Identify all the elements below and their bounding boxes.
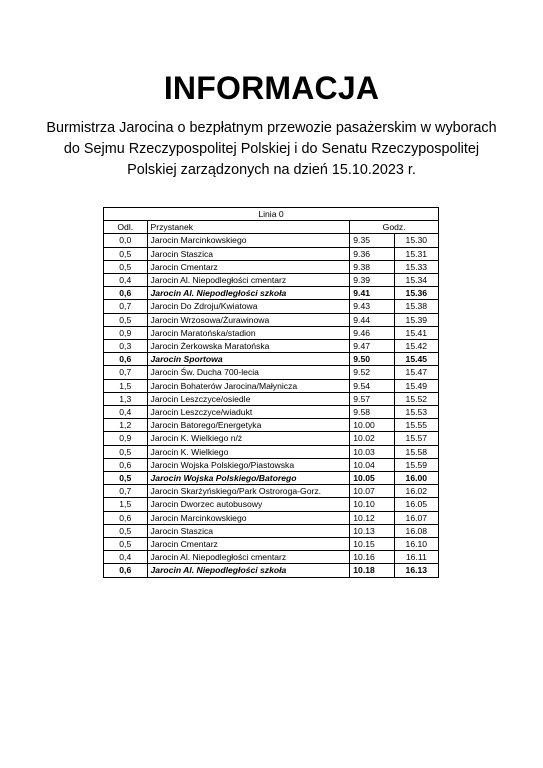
distance-cell: 1,2 bbox=[104, 419, 148, 432]
time-cell-1: 9.41 bbox=[350, 287, 394, 300]
table-row bbox=[104, 247, 439, 260]
time-cell-1: 9.43 bbox=[350, 300, 394, 313]
time-cell-1: 10.02 bbox=[350, 432, 394, 445]
stop-cell: Jarocin Sportowa bbox=[147, 353, 350, 366]
stop-cell: Jarocin Do Zdroju/Kwiatowa bbox=[147, 300, 350, 313]
table-row bbox=[104, 353, 439, 366]
time-cell-1: 10.04 bbox=[350, 458, 394, 471]
distance-cell: 0,6 bbox=[104, 287, 148, 300]
table-row bbox=[104, 392, 439, 405]
time-cell-2: 15.39 bbox=[394, 313, 438, 326]
time-cell-2: 16.11 bbox=[394, 551, 438, 564]
time-cell-1: 9.46 bbox=[350, 326, 394, 339]
time-cell-1: 9.36 bbox=[350, 247, 394, 260]
time-cell-2: 16.02 bbox=[394, 485, 438, 498]
time-cell-1: 9.35 bbox=[350, 234, 394, 247]
stop-cell: Jarocin Cmentarz bbox=[147, 538, 350, 551]
table-row bbox=[104, 551, 439, 564]
stop-cell: Jarocin Leszczyce/wiadukt bbox=[147, 406, 350, 419]
time-cell-1: 9.54 bbox=[350, 379, 394, 392]
table-row bbox=[104, 406, 439, 419]
stop-cell: Jarocin Staszica bbox=[147, 247, 350, 260]
distance-cell: 0,5 bbox=[104, 247, 148, 260]
header-distance: Odl. bbox=[104, 221, 148, 234]
header-row bbox=[104, 221, 439, 234]
distance-cell: 0,5 bbox=[104, 260, 148, 273]
time-cell-2: 16.10 bbox=[394, 538, 438, 551]
time-cell-2: 15.52 bbox=[394, 392, 438, 405]
stop-cell: Jarocin Marcinkowskiego bbox=[147, 234, 350, 247]
distance-cell: 0,0 bbox=[104, 234, 148, 247]
time-cell-2: 16.07 bbox=[394, 511, 438, 524]
time-cell-2: 15.34 bbox=[394, 274, 438, 287]
time-cell-1: 9.57 bbox=[350, 392, 394, 405]
schedule-table bbox=[103, 207, 439, 578]
time-cell-1: 10.15 bbox=[350, 538, 394, 551]
table-row bbox=[104, 511, 439, 524]
distance-cell: 0,4 bbox=[104, 274, 148, 287]
distance-cell: 0,9 bbox=[104, 432, 148, 445]
distance-cell: 0,5 bbox=[104, 472, 148, 485]
time-cell-2: 15.45 bbox=[394, 353, 438, 366]
time-cell-2: 15.49 bbox=[394, 379, 438, 392]
time-cell-1: 10.18 bbox=[350, 564, 394, 577]
table-row bbox=[104, 313, 439, 326]
stop-cell: Jarocin Leszczyce/osiedle bbox=[147, 392, 350, 405]
time-cell-1: 9.47 bbox=[350, 340, 394, 353]
stop-cell: Jarocin Al. Niepodległości szkoła bbox=[147, 287, 350, 300]
distance-cell: 0,7 bbox=[104, 300, 148, 313]
distance-cell: 0,6 bbox=[104, 353, 148, 366]
subtitle-line: do Sejmu Rzeczypospolitej Polskiej i do Senatu Rzeczypospolitej bbox=[63, 141, 480, 157]
table-row bbox=[104, 472, 439, 485]
distance-cell: 1,5 bbox=[104, 498, 148, 511]
time-cell-2: 15.30 bbox=[394, 234, 438, 247]
stop-cell: Jarocin Żerkowska Maratońska bbox=[147, 340, 350, 353]
distance-cell: 0,7 bbox=[104, 485, 148, 498]
distance-cell: 1,5 bbox=[104, 379, 148, 392]
time-cell-2: 15.53 bbox=[394, 406, 438, 419]
time-cell-2: 16.13 bbox=[394, 564, 438, 577]
time-cell-1: 10.07 bbox=[350, 485, 394, 498]
table-row bbox=[104, 445, 439, 458]
schedule-rows bbox=[104, 234, 439, 577]
time-cell-2: 16.05 bbox=[394, 498, 438, 511]
subtitle bbox=[40, 118, 503, 181]
stop-cell: Jarocin Wrzosowa/Żurawinowa bbox=[147, 313, 350, 326]
stop-cell: Jarocin Marcinkowskiego bbox=[147, 511, 350, 524]
time-cell-2: 15.59 bbox=[394, 458, 438, 471]
stop-cell: Jarocin Batorego/Energetyka bbox=[147, 419, 350, 432]
time-cell-1: 9.38 bbox=[350, 260, 394, 273]
distance-cell: 0,5 bbox=[104, 445, 148, 458]
distance-cell: 0,6 bbox=[104, 458, 148, 471]
time-cell-1: 10.13 bbox=[350, 524, 394, 537]
distance-cell: 0,5 bbox=[104, 538, 148, 551]
stop-cell: Jarocin Al. Niepodległości szkoła bbox=[147, 564, 350, 577]
table-row bbox=[104, 274, 439, 287]
stop-cell: Jarocin K. Wielkiego n/ż bbox=[147, 432, 350, 445]
table-row bbox=[104, 485, 439, 498]
time-cell-2: 15.33 bbox=[394, 260, 438, 273]
time-cell-1: 10.12 bbox=[350, 511, 394, 524]
distance-cell: 0,9 bbox=[104, 326, 148, 339]
distance-cell: 0,7 bbox=[104, 366, 148, 379]
table-row bbox=[104, 300, 439, 313]
distance-cell: 0,3 bbox=[104, 340, 148, 353]
stop-cell: Jarocin K. Wielkiego bbox=[147, 445, 350, 458]
subtitle-line: Burmistrza Jarocina o bezpłatnym przewozie pasażerskim w wyborach bbox=[46, 120, 497, 136]
time-cell-2: 15.41 bbox=[394, 326, 438, 339]
distance-cell: 0,6 bbox=[104, 564, 148, 577]
line-label-row bbox=[104, 208, 439, 221]
table-row bbox=[104, 498, 439, 511]
time-cell-1: 9.39 bbox=[350, 274, 394, 287]
time-cell-1: 9.44 bbox=[350, 313, 394, 326]
stop-cell: Jarocin Wojska Polskiego/Piastowska bbox=[147, 458, 350, 471]
time-cell-2: 16.08 bbox=[394, 524, 438, 537]
stop-cell: Jarocin Cmentarz bbox=[147, 260, 350, 273]
time-cell-1: 10.10 bbox=[350, 498, 394, 511]
time-cell-2: 15.58 bbox=[394, 445, 438, 458]
time-cell-1: 10.00 bbox=[350, 419, 394, 432]
time-cell-2: 15.31 bbox=[394, 247, 438, 260]
stop-cell: Jarocin Św. Ducha 700-lecia bbox=[147, 366, 350, 379]
time-cell-2: 15.47 bbox=[394, 366, 438, 379]
subtitle-line: Polskiej zarządzonych na dzień 15.10.2023 r. bbox=[127, 162, 416, 178]
time-cell-1: 10.05 bbox=[350, 472, 394, 485]
stop-cell: Jarocin Bohaterów Jarocina/Małynicza bbox=[147, 379, 350, 392]
distance-cell: 0,5 bbox=[104, 313, 148, 326]
page-title: INFORMACJA bbox=[163, 70, 380, 106]
distance-cell: 0,4 bbox=[104, 551, 148, 564]
table-row bbox=[104, 564, 439, 577]
table-row bbox=[104, 458, 439, 471]
time-cell-1: 10.03 bbox=[350, 445, 394, 458]
header-time: Godz. bbox=[350, 221, 439, 234]
stop-cell: Jarocin Al. Niepodległości cmentarz bbox=[147, 274, 350, 287]
time-cell-1: 9.52 bbox=[350, 366, 394, 379]
table-row bbox=[104, 260, 439, 273]
table-row bbox=[104, 538, 439, 551]
time-cell-2: 16.00 bbox=[394, 472, 438, 485]
stop-cell: Jarocin Skarżyńskiego/Park Ostroroga-Gorz. bbox=[147, 485, 350, 498]
distance-cell: 0,4 bbox=[104, 406, 148, 419]
time-cell-2: 15.36 bbox=[394, 287, 438, 300]
line-label: Linia 0 bbox=[104, 208, 439, 221]
time-cell-2: 15.57 bbox=[394, 432, 438, 445]
stop-cell: Jarocin Al. Niepodległości cmentarz bbox=[147, 551, 350, 564]
stop-cell: Jarocin Maratońska/stadion bbox=[147, 326, 350, 339]
time-cell-2: 15.55 bbox=[394, 419, 438, 432]
table-row bbox=[104, 234, 439, 247]
time-cell-2: 15.38 bbox=[394, 300, 438, 313]
time-cell-1: 9.50 bbox=[350, 353, 394, 366]
distance-cell: 0,5 bbox=[104, 524, 148, 537]
time-cell-2: 15.42 bbox=[394, 340, 438, 353]
table-row bbox=[104, 340, 439, 353]
table-row bbox=[104, 524, 439, 537]
table-row bbox=[104, 419, 439, 432]
time-cell-1: 9.58 bbox=[350, 406, 394, 419]
table-row bbox=[104, 379, 439, 392]
distance-cell: 1,3 bbox=[104, 392, 148, 405]
table-row bbox=[104, 326, 439, 339]
table-row bbox=[104, 432, 439, 445]
distance-cell: 0,6 bbox=[104, 511, 148, 524]
stop-cell: Jarocin Staszica bbox=[147, 524, 350, 537]
time-cell-1: 10.16 bbox=[350, 551, 394, 564]
stop-cell: Jarocin Wojska Polskiego/Batorego bbox=[147, 472, 350, 485]
table-row bbox=[104, 366, 439, 379]
stop-cell: Jarocin Dworzec autobusowy bbox=[147, 498, 350, 511]
table-row bbox=[104, 287, 439, 300]
header-stop: Przystanek bbox=[147, 221, 350, 234]
